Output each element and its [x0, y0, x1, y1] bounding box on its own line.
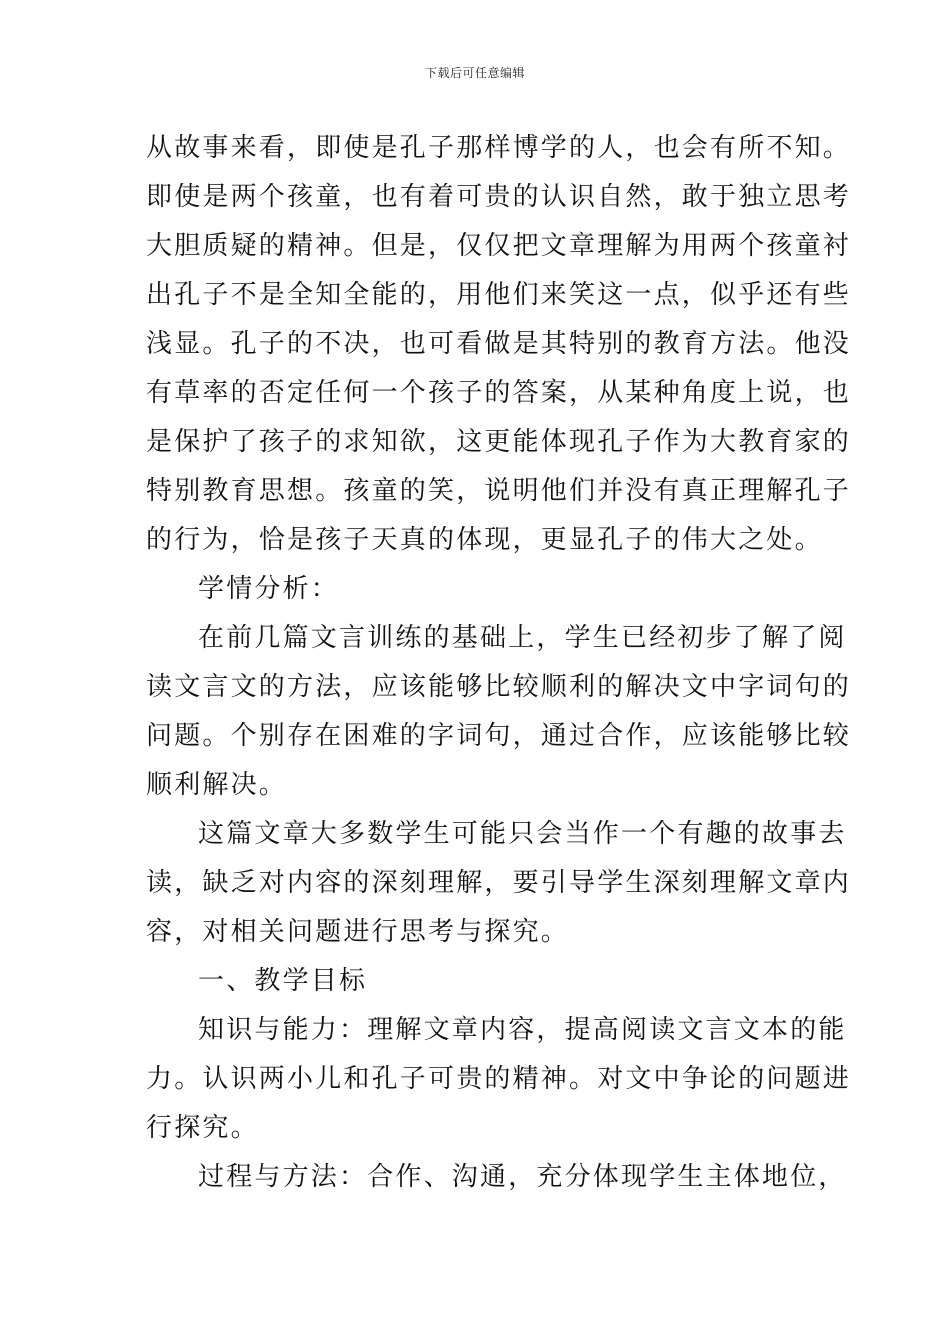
text-line: 特别教育思想。孩童的笑，说明他们并没有真正理解孔子 — [146, 476, 852, 506]
text-line: 问题。个别存在困难的字词句，通过合作，应该能够比较 — [146, 721, 852, 751]
text-line: 过程与方法：合作、沟通，充分体现学生主体地位， — [198, 1162, 847, 1192]
page-header-note: 下载后可任意编辑 — [424, 66, 525, 80]
text-line: 的行为，恰是孩子天真的体现，更显孔子的伟大之处。 — [146, 525, 823, 555]
text-line: 从故事来看，即使是孔子那样博学的人，也会有所不知。 — [146, 133, 852, 163]
text-line: 这篇文章大多数学生可能只会当作一个有趣的故事去 — [198, 819, 847, 849]
text-line: 即使是两个孩童，也有着可贵的认识自然，敢于独立思考 — [146, 182, 852, 212]
text-line: 读文言文的方法，应该能够比较顺利的解决文中字词句的 — [146, 672, 852, 702]
text-line: 读，缺乏对内容的深刻理解，要引导学生深刻理解文章内 — [146, 868, 852, 898]
text-line: 知识与能力：理解文章内容，提高阅读文言文本的能 — [198, 1015, 847, 1045]
text-line: 行探究。 — [146, 1113, 259, 1143]
document-body — [146, 124, 852, 1202]
section-heading-learning-analysis: 学情分析： — [198, 574, 340, 604]
text-line: 是保护了孩子的求知欲，这更能体现孔子作为大教育家的 — [146, 427, 852, 457]
section-heading-teaching-goals: 一、教学目标 — [198, 966, 368, 996]
text-line: 容，对相关问题进行思考与探究。 — [146, 917, 570, 947]
text-line: 浅显。孔子的不决，也可看做是其特别的教育方法。他没 — [146, 329, 852, 359]
text-line: 力。认识两小儿和孔子可贵的精神。对文中争论的问题进 — [146, 1064, 852, 1094]
text-line: 在前几篇文言训练的基础上，学生已经初步了解了阅 — [198, 623, 847, 653]
text-line: 顺利解决。 — [146, 770, 288, 800]
text-line: 出孔子不是全知全能的，用他们来笑这一点，似乎还有些 — [146, 280, 852, 310]
text-line: 有草率的否定任何一个孩子的答案，从某种角度上说，也 — [146, 378, 852, 408]
text-line: 大胆质疑的精神。但是，仅仅把文章理解为用两个孩童衬 — [146, 231, 852, 261]
